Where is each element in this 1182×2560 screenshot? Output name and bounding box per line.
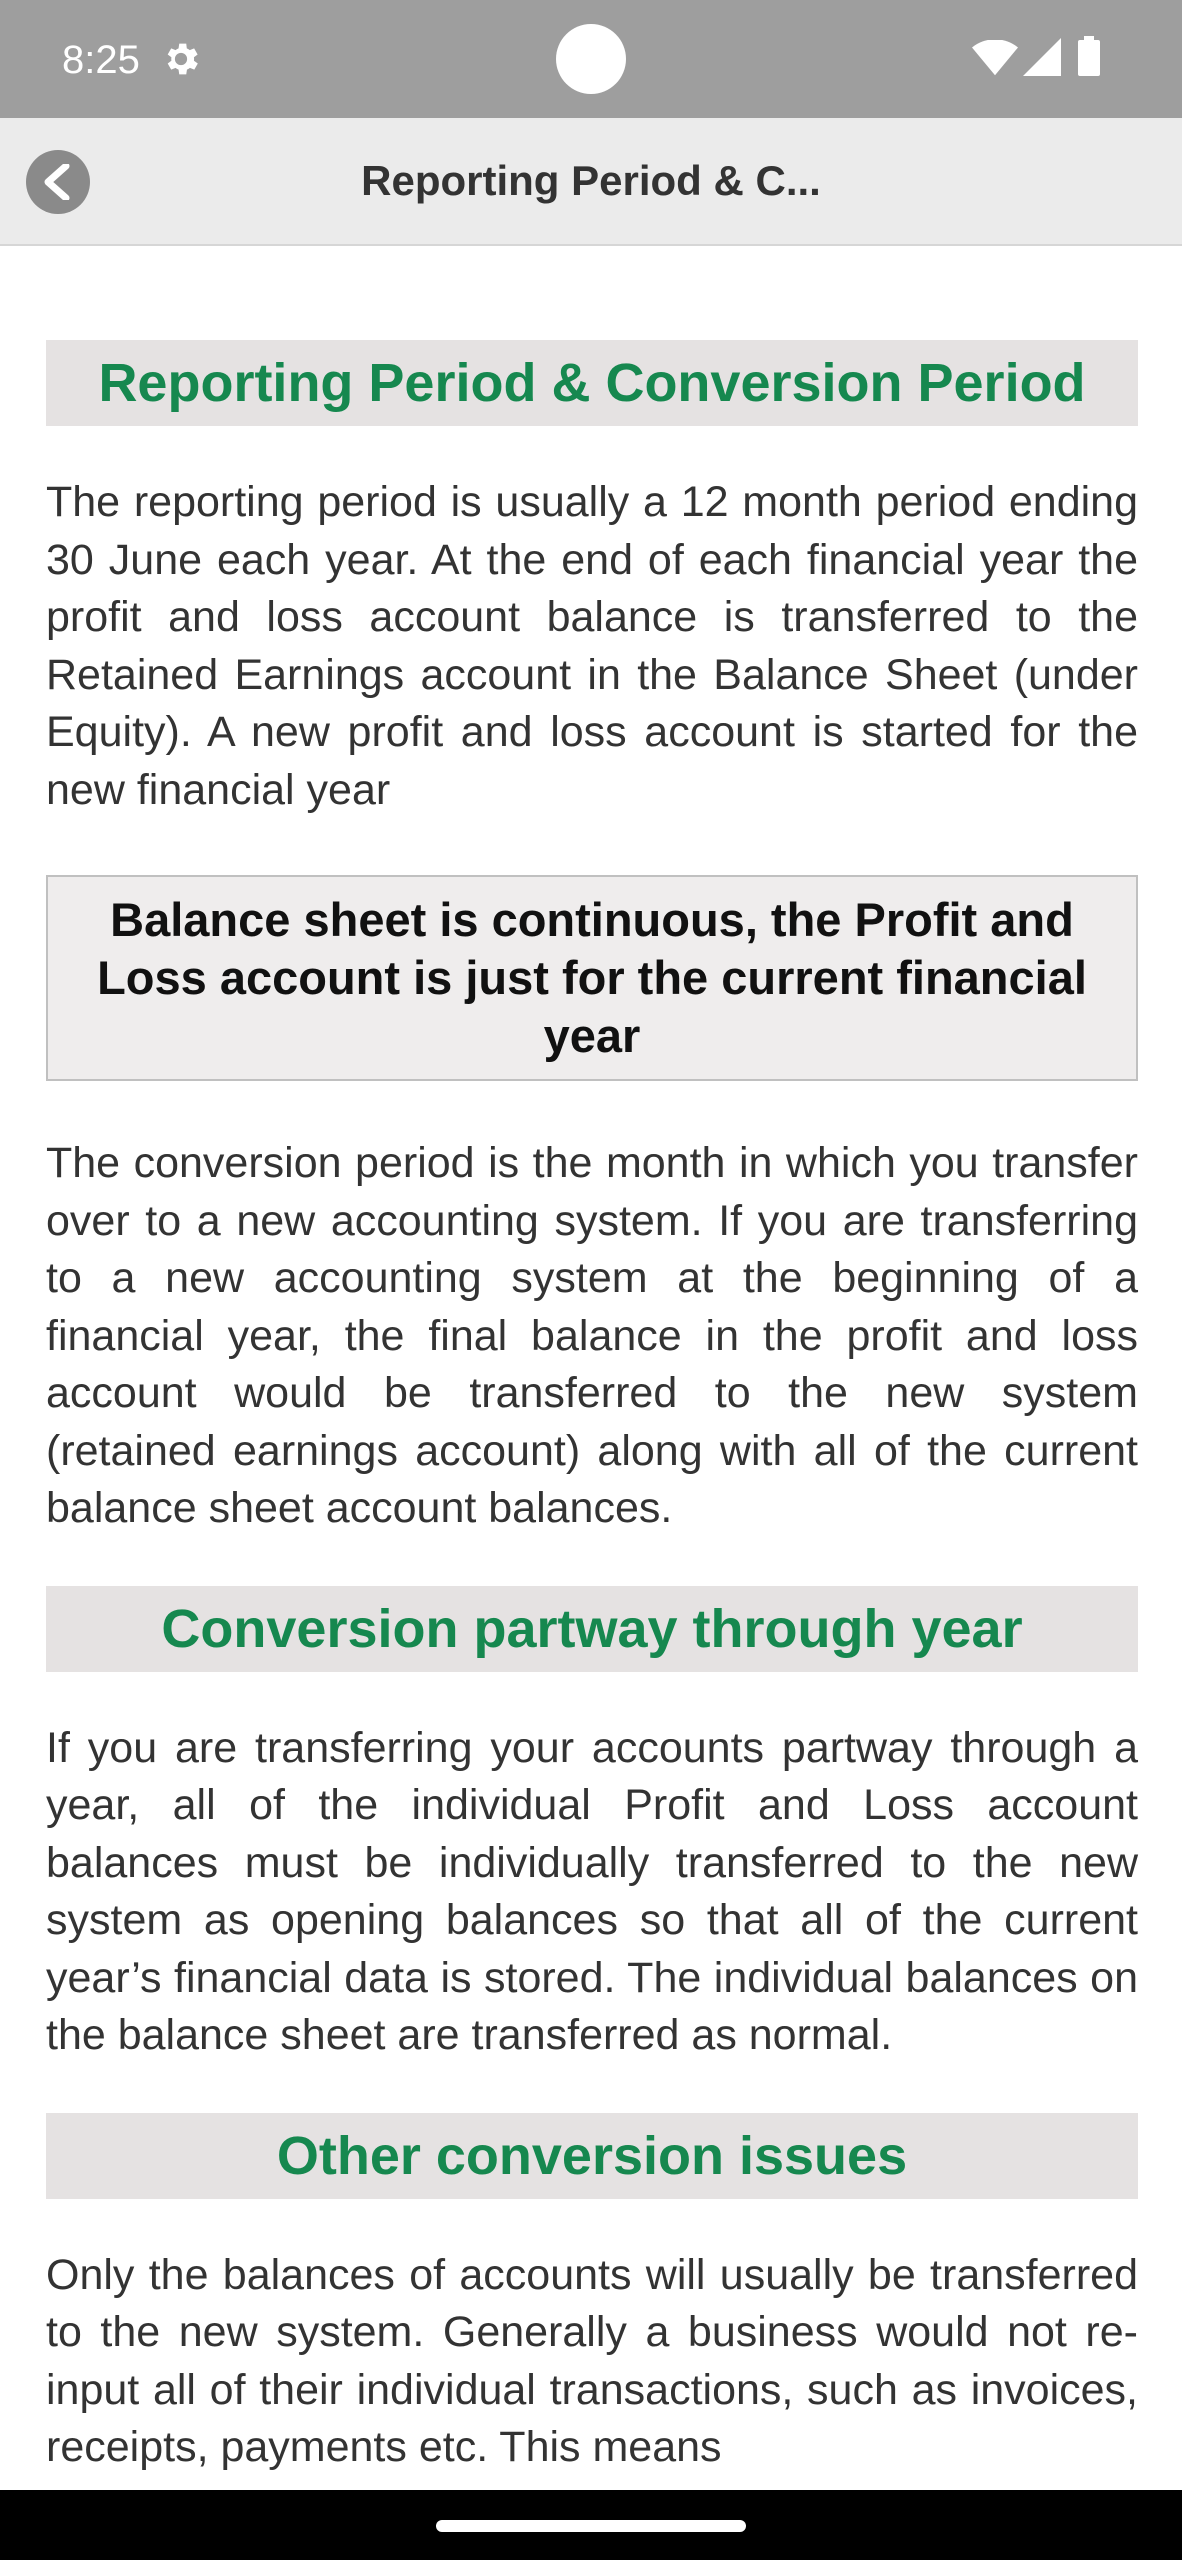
gear-icon — [160, 38, 202, 80]
section-heading-reporting-period: Reporting Period & Conversion Period — [46, 340, 1138, 426]
paragraph-other-issues: Only the balances of accounts will usually be transferred to the new system. Generally a business would not re-input all of their individual transactions, such as invoices, receipts, payments etc. This means — [46, 2250, 1138, 2471]
paragraph-reporting-period: The reporting period is usually a 12 month period ending 30 June each year. At the end of each financial year the profit and loss account balance is transferred to the Retained Earnings account in the Balance Sheet (under Equity). A new profit and loss account is started for the new financial year — [46, 478, 1138, 814]
section-heading-conversion-partway: Conversion partway through year — [46, 1586, 1138, 1672]
paragraph-conversion-period: The conversion period is the month in which you transfer over to a new accounting system. If you are transferring to a new accounting system at the beginning of a financial year, the final balance in the profit and loss account would be transferred to the new system (retained earnings account) along with all of the current balance sheet account balances. — [46, 1139, 1138, 1532]
signal-icon — [1022, 38, 1062, 76]
home-indicator[interactable] — [436, 2520, 746, 2532]
status-time: 8:25 — [62, 38, 140, 82]
callout-box: Balance sheet is continuous, the Profit and Loss account is just for the current financial year — [46, 875, 1138, 1081]
app-bar — [0, 118, 1182, 246]
status-bar — [0, 0, 1182, 118]
camera-cutout — [556, 24, 626, 94]
wifi-icon — [972, 40, 1018, 76]
article-content — [46, 340, 1138, 2477]
page-title: Reporting Period & C... — [361, 157, 821, 204]
navigation-bar — [0, 2490, 1182, 2560]
section-heading-other-issues: Other conversion issues — [46, 2113, 1138, 2199]
battery-icon — [1078, 36, 1100, 76]
paragraph-conversion-partway: If you are transferring your accounts partway through a year, all of the individual Profit and Loss account balances must be individually transferred to the new system as opening balances so that all of the current year’s financial data is stored. The individual balances on the balance sheet are transferred as normal. — [46, 1723, 1138, 2059]
